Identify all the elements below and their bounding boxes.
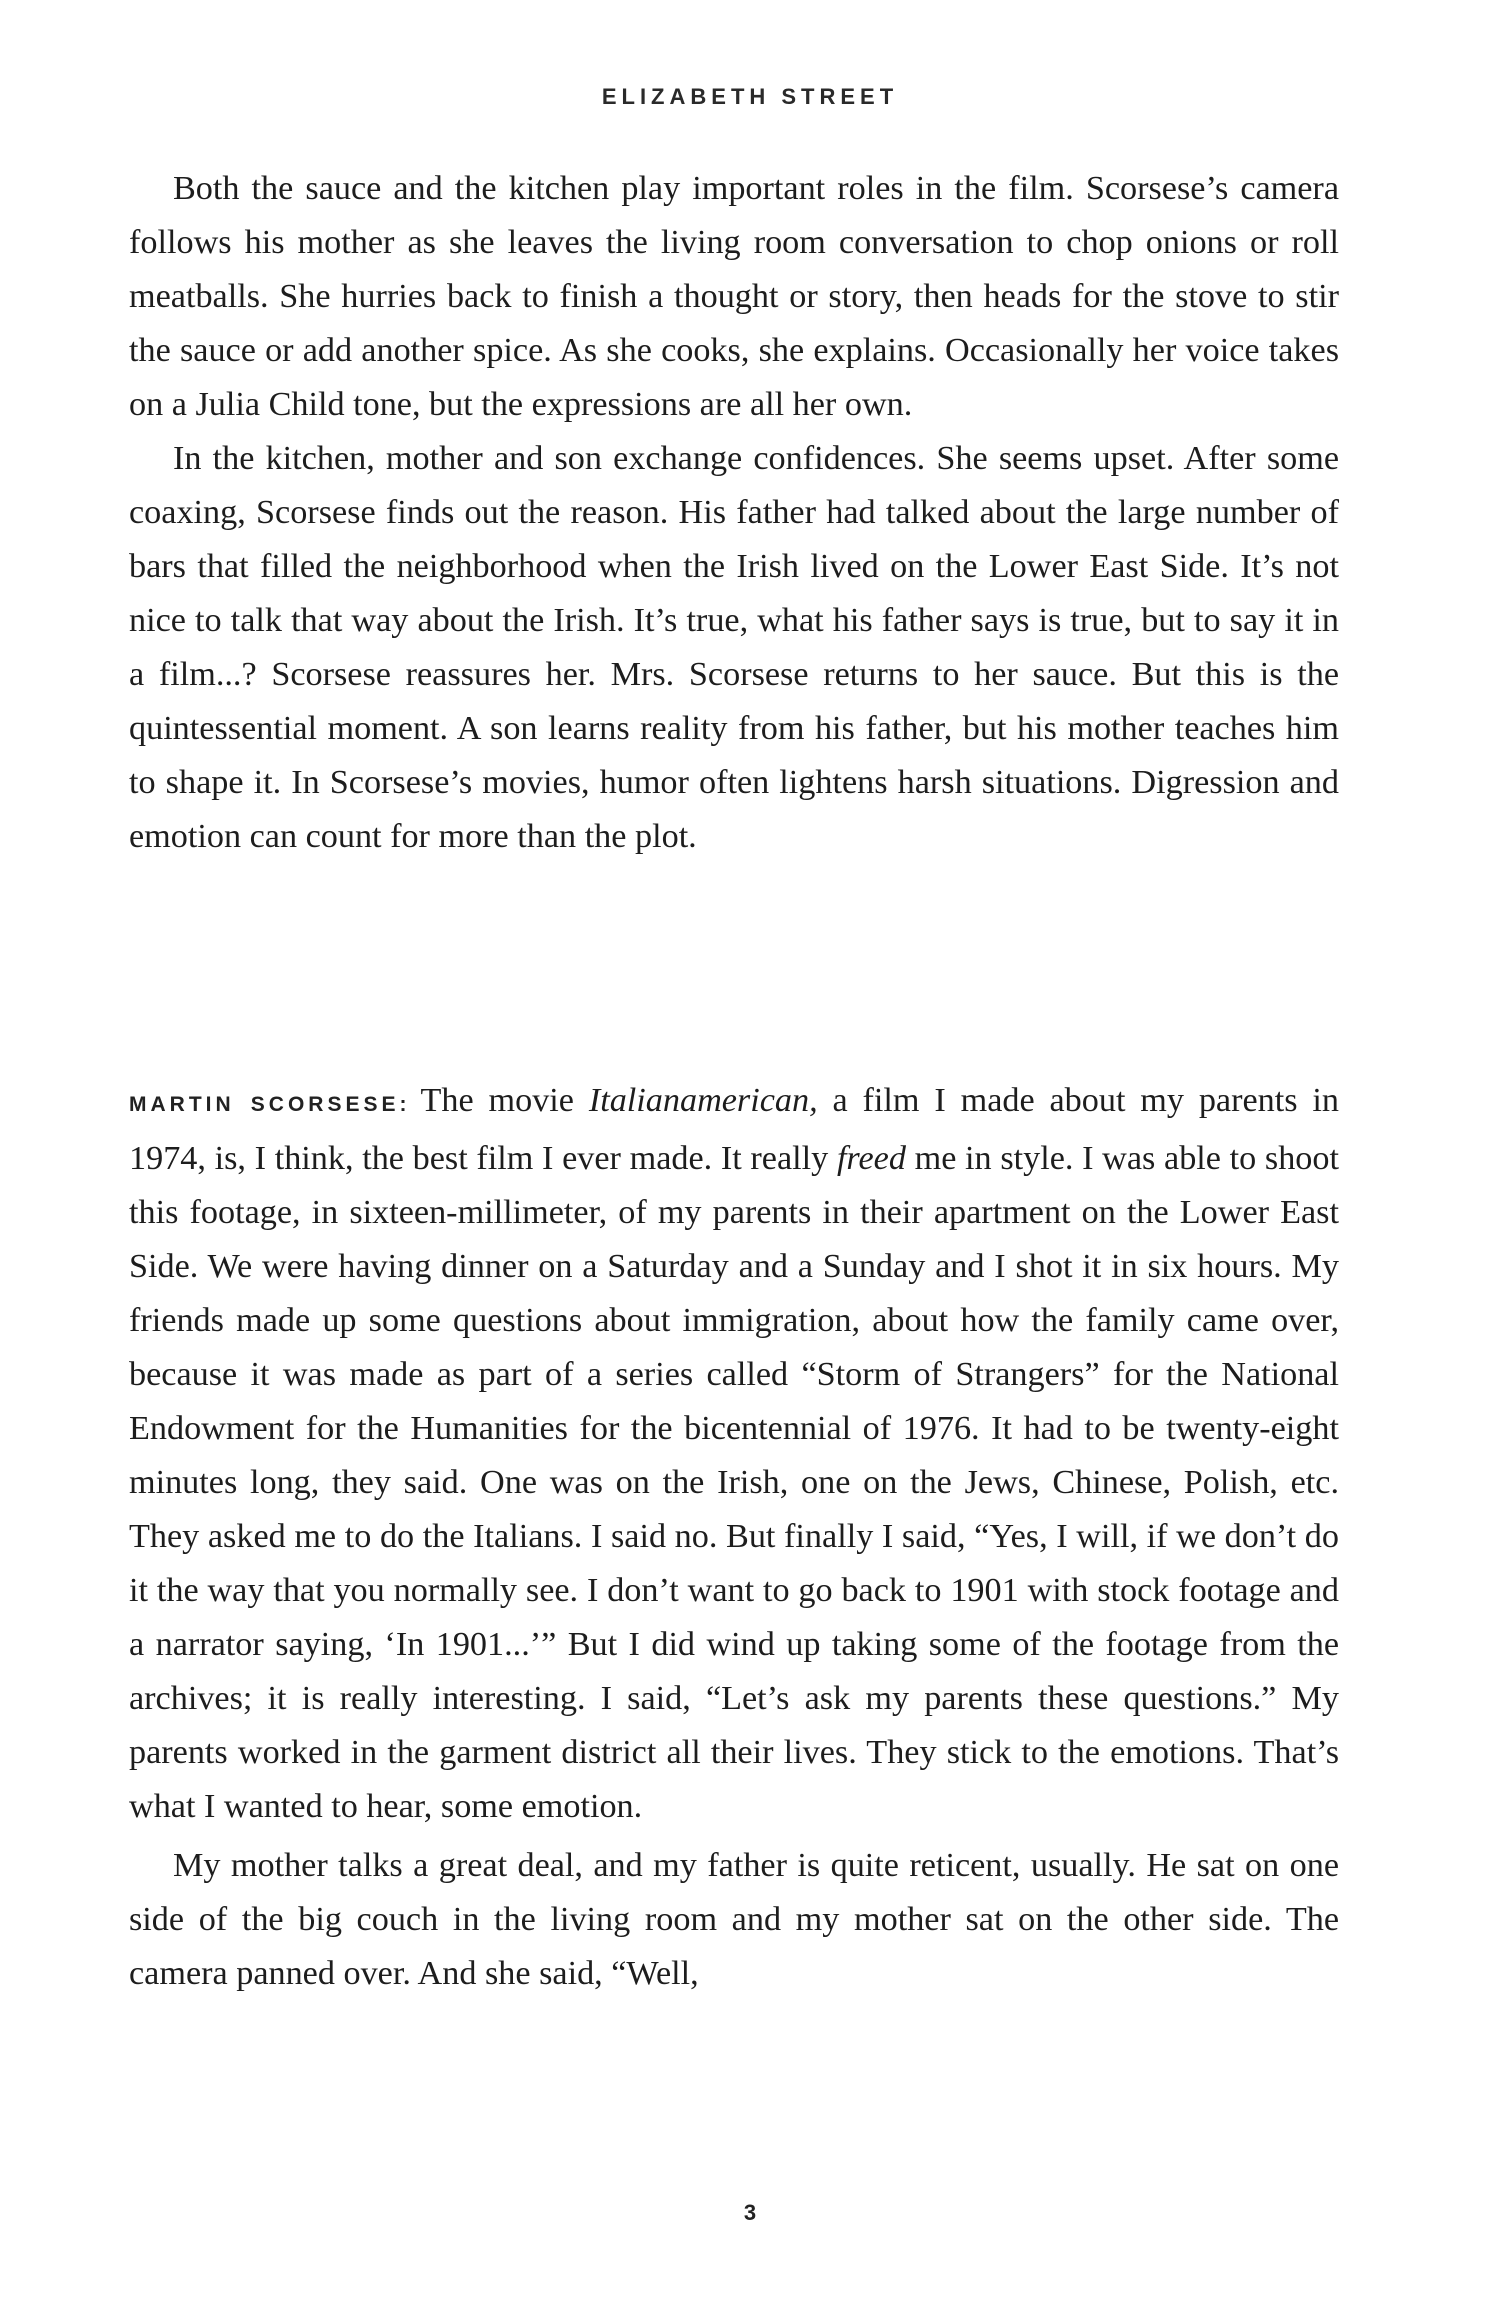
narrative-paragraph-1: Both the sauce and the kitchen play important roles in the film. Scorsese’s camera follows his mother as she leaves the living room conversation to chop onions or roll meatballs. She hurries back to finish a thought or story, then heads for the stove to stir the sauce or add another spice. As she cooks, she explains. Occasionally her voice takes on a Julia Child tone, but the expressions are all her own.	[129, 170, 1339, 423]
interview-text-b: a film I made about my parents in 1974, is, I think, the best film I ever made. It really	[129, 1082, 1339, 1177]
interview-text-c: me in style. I was able to shoot this footage, in sixteen-millimeter, of my parents in their apartment on the Lower East Side. We were having dinner on a Saturday and a Sunday and I shot it in six hours. My friends made up some questions about immigration, about how the family came over, because it was made as part of a series called “Storm of Strangers” for the National Endowment for the Humanities for the bicentennial of 1976. It had to be twenty-eight minutes long, they said. One was on the Irish, one on the Jews, Chinese, Polish, etc. They asked me to do the Italians. I said no. But finally I said, “Yes, I will, if we don’t do it the way that you normally see. I don’t want to go back to 1901 with stock footage and a narrator saying, ‘In 1901...’” But I did wind up taking some of the footage from the archives; it is really interesting. I said, “Let’s ask my parents these questions.” My parents worked in the garment district all their lives. They stick to the emotions. That’s what I wanted to hear, some emotion.	[129, 1140, 1339, 1825]
interview-paragraph-1	[129, 1074, 1339, 1834]
interview-paragraph-2: My mother talks a great deal, and my father is quite reticent, usually. He sat on one side of the big couch in the living room and my mother sat on the other side. The camera panned over. And she said, “Well,	[129, 1847, 1339, 1992]
narrative-paragraph-2: In the kitchen, mother and son exchange confidences. She seems upset. After some coaxing, Scorsese finds out the reason. His father had talked about the large number of bars that filled the neighborhood when the Irish lived on the Lower East Side. It’s not nice to talk that way about the Irish. It’s true, what his father says is true, but to say it in a film...? Scorsese reassures her. Mrs. Scorsese returns to her sauce. But this is the quintessential moment. A son learns reality from his father, but his mother teaches him to shape it. In Scorsese’s movies, humor often lightens harsh situations. Digression and emotion can count for more than the plot.	[129, 440, 1339, 855]
page-number: 3	[743, 2200, 757, 2225]
running-head: ELIZABETH STREET	[601, 84, 899, 109]
film-title: Italianamerican,	[588, 1082, 818, 1119]
interview-section	[129, 1074, 1339, 2001]
narrative-section	[129, 162, 1339, 864]
speaker-label: MARTIN SCORSESE:	[129, 1093, 411, 1116]
interview-text-a: The movie	[420, 1082, 589, 1119]
emphasis-word: freed	[836, 1140, 906, 1177]
